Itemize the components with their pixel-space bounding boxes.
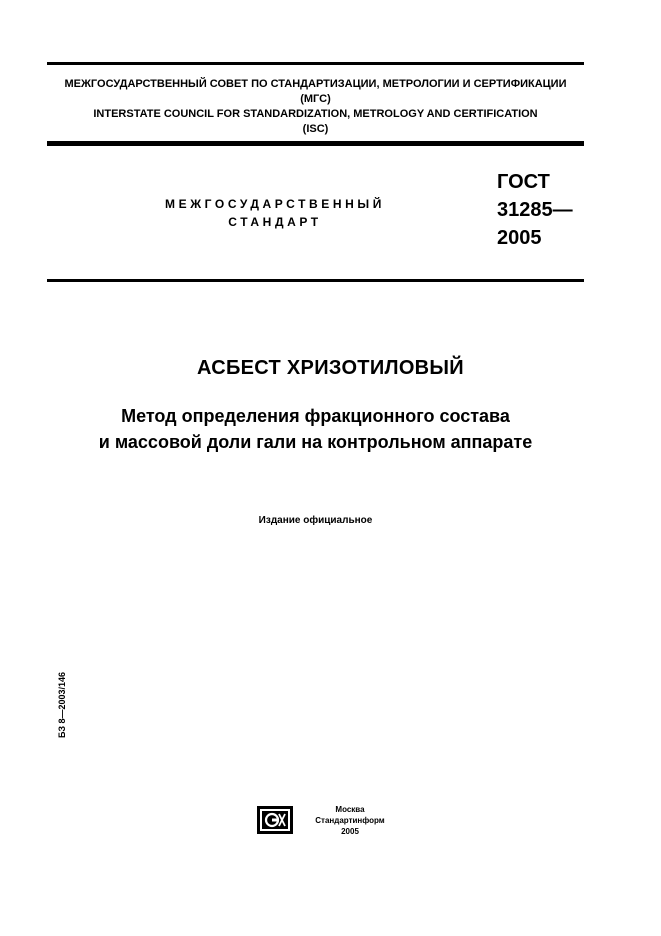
header-rule-thick: [47, 141, 584, 146]
council-header: [47, 77, 584, 137]
subtitle-line2: и массовой доли гали на контрольном аппарате: [98, 432, 533, 452]
publisher-city: Москва: [335, 805, 365, 814]
edition-label: Издание официальное: [258, 515, 373, 526]
top-rule-thin: [47, 62, 584, 65]
publisher-year: 2005: [341, 827, 359, 836]
gost-number: [497, 168, 573, 252]
side-code: БЗ 8—2003/146: [57, 671, 67, 739]
council-ru: МЕЖГОСУДАРСТВЕННЫЙ СОВЕТ ПО СТАНДАРТИЗАЦИИ, МЕТРОЛОГИИ И СЕРТИФИКАЦИИ: [64, 78, 567, 90]
standard-rule: [47, 279, 584, 282]
standard-label-line1: МЕЖГОСУДАРСТВЕННЫЙ: [165, 197, 385, 211]
subtitle-line1: Метод определения фракционного состава: [121, 406, 510, 426]
council-en: INTERSTATE COUNCIL FOR STANDARDIZATION, METROLOGY AND CERTIFICATION: [93, 108, 538, 120]
council-ru-abbr: (МГС): [300, 93, 331, 105]
document-title: АСБЕСТ ХРИЗОТИЛОВЫЙ: [197, 357, 464, 379]
council-en-abbr: (ISC): [302, 123, 329, 135]
gost-line2: 31285—: [497, 199, 573, 221]
standartinform-logo-icon: [257, 806, 293, 834]
standard-label-line2: СТАНДАРТ: [228, 215, 322, 229]
gost-line1: ГОСТ: [497, 171, 550, 193]
publisher-block: [300, 804, 400, 837]
gost-line3: 2005: [497, 227, 542, 249]
interstate-standard-label: [110, 195, 440, 231]
publisher-name: Стандартинформ: [315, 816, 385, 825]
document-subtitle: [0, 403, 631, 455]
